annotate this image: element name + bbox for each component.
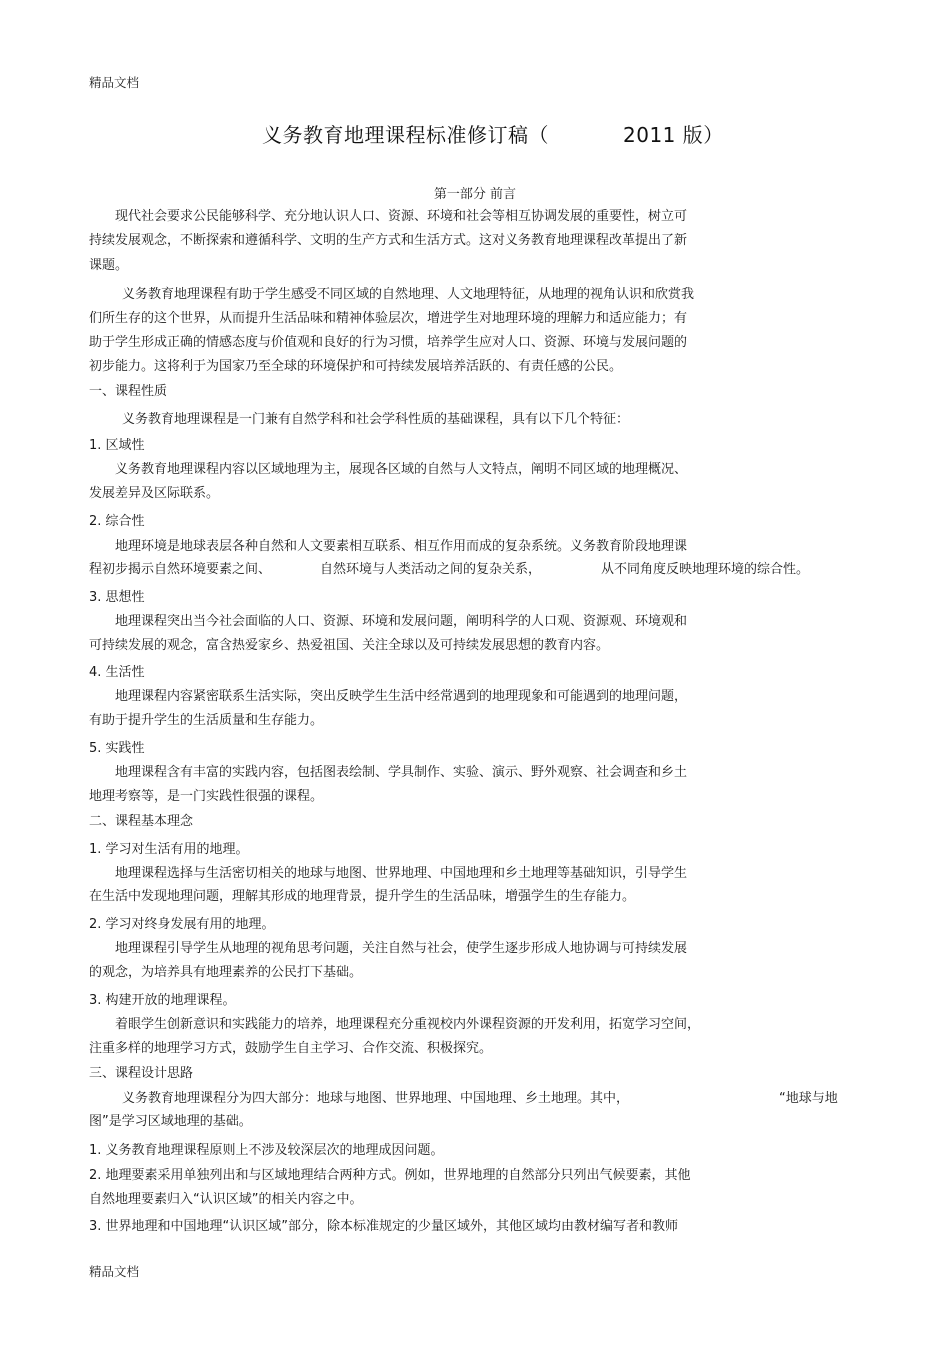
paragraph-line: 发展差异及区际联系。: [89, 486, 220, 501]
item-heading: 2. 学习对终身发展有用的地理。: [89, 917, 275, 932]
part-heading: 第一部分 前言: [433, 187, 517, 202]
line-segment: 义务教育地理课程分为四大部分：地球与地图、世界地理、中国地理、乡土地理。其中，: [122, 1091, 630, 1106]
paragraph-line: 在生活中发现地理问题，理解其形成的地理背景，提升学生的生活品味，增强学生的生存能力。: [89, 889, 636, 904]
paragraph-line: 初步能力。这将利于为国家乃至全球的环境保护和可持续发展培养活跃的、有责任感的公民。: [89, 359, 623, 374]
line-segment: 程初步揭示自然环境要素之间、: [89, 562, 272, 577]
section-intro: 义务教育地理课程是一门兼有自然学科和社会学科性质的基础课程，具有以下几个特征：: [122, 412, 630, 427]
item-heading: 5. 实践性: [89, 741, 145, 756]
paragraph-line: 课题。: [89, 258, 129, 273]
line-segment: 自然环境与人类活动之间的复杂关系，: [320, 562, 542, 577]
item-heading: 2. 综合性: [89, 514, 145, 529]
title-year: 2011 版）: [623, 123, 724, 147]
paragraph-line: 现代社会要求公民能够科学、充分地认识人口、资源、环境和社会等相互协调发展的重要性，树立可: [115, 209, 688, 224]
paragraph-line: 有助于提升学生的生活质量和生存能力。: [89, 713, 324, 728]
paragraph-line: 地理考察等，是一门实践性很强的课程。: [89, 789, 324, 804]
page-footer: 精品文档: [89, 1264, 140, 1279]
paragraph-line: 持续发展观念，不断探索和遵循科学、文明的生产方式和生活方式。这对义务教育地理课程改革提出了新: [89, 233, 688, 248]
list-item: 2. 地理要素采用单独列出和与区域地理结合两种方式。例如，世界地理的自然部分只列出气候要素，其他: [89, 1168, 691, 1183]
section-heading: 一、课程性质: [89, 384, 168, 399]
page-header: 精品文档: [89, 75, 140, 90]
paragraph-line: 助于学生形成正确的情感态度与价值观和良好的行为习惯，培养学生应对人口、资源、环境与发展问题的: [89, 335, 688, 350]
paragraph-line: 图”是学习区域地理的基础。: [89, 1114, 252, 1129]
paragraph-line: 着眼学生创新意识和实践能力的培养，地理课程充分重视校内外课程资源的开发利用，拓宽学习空间，: [115, 1017, 701, 1032]
paragraph-line: 地理课程含有丰富的实践内容，包括图表绘制、学具制作、实验、演示、野外观察、社会调查和乡土: [115, 765, 688, 780]
paragraph-line: 义务教育地理课程有助于学生感受不同区域的自然地理、人文地理特征，从地理的视角认识和欣赏我: [122, 287, 695, 302]
section-heading: 二、课程基本理念: [89, 814, 194, 829]
item-heading: 1. 区域性: [89, 438, 145, 453]
paragraph-line: 注重多样的地理学习方式，鼓励学生自主学习、合作交流、积极探究。: [89, 1041, 493, 1056]
item-heading: 3. 思想性: [89, 590, 145, 605]
paragraph-line: 地理课程内容紧密联系生活实际，突出反映学生生活中经常遇到的地理现象和可能遇到的地理问题，: [115, 689, 688, 704]
line-segment: 从不同角度反映地理环境的综合性。: [601, 562, 810, 577]
section-heading: 三、课程设计思路: [89, 1066, 194, 1081]
item-heading: 1. 学习对生活有用的地理。: [89, 842, 249, 857]
paragraph-line: 地理环境是地球表层各种自然和人文要素相互联系、相互作用而成的复杂系统。义务教育阶段地理课: [115, 539, 688, 554]
item-heading: 4. 生活性: [89, 665, 145, 680]
paragraph-line: 们所生存的这个世界，从而提升生活品味和精神体验层次，增进学生对地理环境的理解力和适应能力；有: [89, 311, 688, 326]
paragraph-line: 可持续发展的观念，富含热爱家乡、热爱祖国、关注全球以及可持续发展思想的教育内容。: [89, 638, 610, 653]
paragraph-line: 地理课程突出当今社会面临的人口、资源、环境和发展问题，阐明科学的人口观、资源观、环境观和: [115, 614, 688, 629]
paragraph-line: 自然地理要素归入“认识区域”的相关内容之中。: [89, 1192, 363, 1207]
paragraph-line: 地理课程引导学生从地理的视角思考问题，关注自然与社会，使学生逐步形成人地协调与可持续发展: [115, 941, 688, 956]
paragraph-line: 的观念，为培养具有地理素养的公民打下基础。: [89, 965, 363, 980]
list-item: 3. 世界地理和中国地理“认识区域”部分，除本标准规定的少量区域外，其他区域均由教材编写者和教师: [89, 1219, 679, 1234]
title-main: 义务教育地理课程标准修订稿（: [262, 123, 549, 147]
list-item: 1. 义务教育地理课程原则上不涉及较深层次的地理成因问题。: [89, 1143, 444, 1158]
paragraph-line: 地理课程选择与生活密切相关的地球与地图、世界地理、中国地理和乡土地理等基础知识，引导学生: [115, 866, 688, 881]
paragraph-line: 义务教育地理课程内容以区域地理为主，展现各区域的自然与人文特点，阐明不同区域的地理概况、: [115, 462, 688, 477]
line-segment: “地球与地: [779, 1091, 838, 1106]
item-heading: 3. 构建开放的地理课程。: [89, 993, 236, 1008]
